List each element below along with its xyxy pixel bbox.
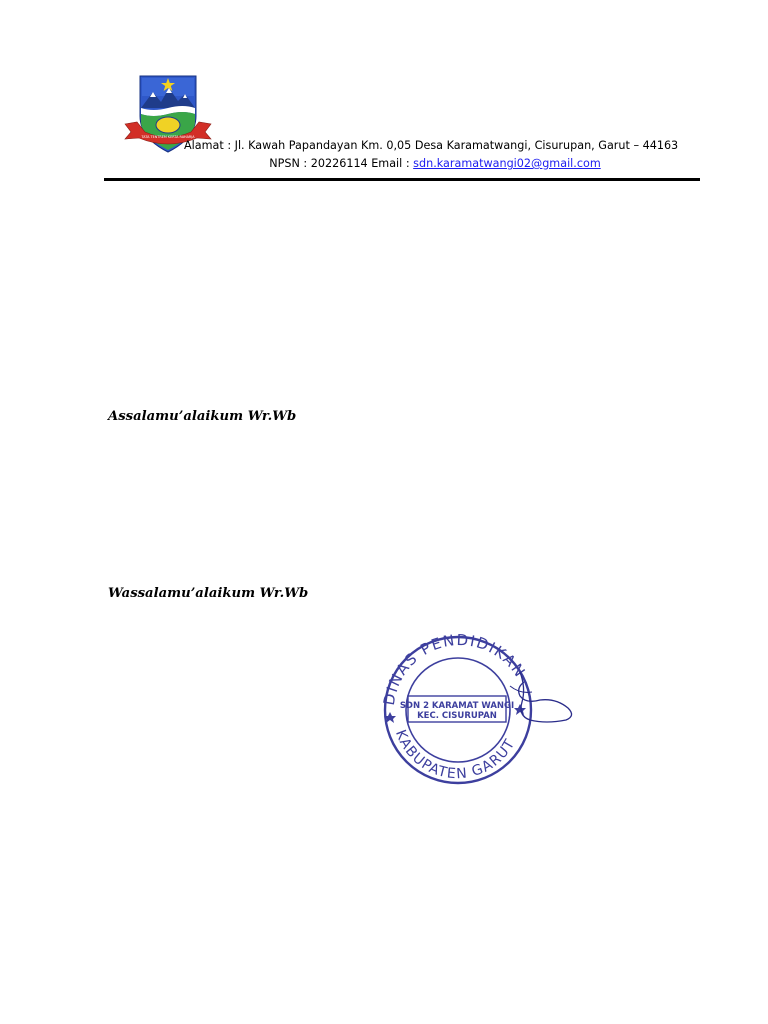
stamp-outer-top-text: DINAS PENDIDIKAN: [379, 630, 530, 707]
stamp-inner-line1: SDN 2 KARAMAT WANGI: [399, 701, 515, 711]
closing-greeting: Wassalamu’alaikum Wr.Wb: [108, 586, 309, 601]
stamp-star-icon: [514, 704, 526, 715]
address-line: Alamat : Jl. Kawah Papandayan Km. 0,05 Desa Karamatwangi, Cisurupan, Garut – 44163: [184, 139, 679, 152]
crest-motto: TATA TENTREM KERTA RAHARJA: [141, 135, 195, 139]
npsn-email-line: [180, 157, 690, 170]
stamp-inner-line2: KEC. CISURUPAN: [417, 711, 497, 721]
letterhead-divider: [104, 178, 700, 181]
signature-scribble: [519, 672, 572, 722]
official-stamp: [370, 628, 585, 788]
svg-text:KABUPATEN GARUT: [392, 728, 519, 783]
stamp-outer-bottom-text: KABUPATEN GARUT: [392, 727, 519, 783]
email-link[interactable]: sdn.karamatwangi02@gmail.com: [413, 157, 601, 170]
npsn-label: NPSN : 20226114 Email :: [269, 157, 410, 170]
opening-greeting: Assalamu’alaikum Wr.Wb: [108, 409, 297, 424]
